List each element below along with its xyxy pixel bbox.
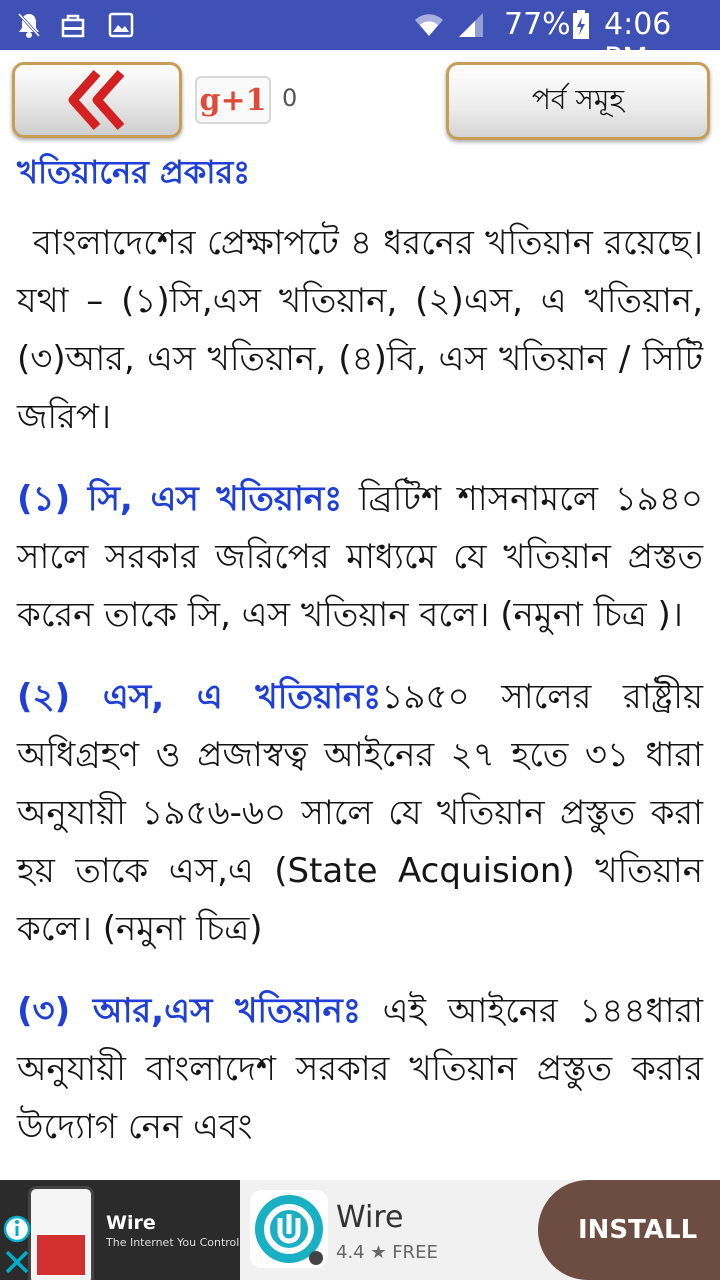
phone-mockup	[28, 1186, 94, 1280]
shopping-bag-icon	[58, 10, 88, 40]
section-body: ১৯৫০ সালের রাষ্ট্রীয় অধিগ্রহণ ও প্রজাস্বত্ব আইনের ২৭ হতে ৩১ ধারা অনুযায়ী ১৯৫৬-৬০ সালে যে খতিয়ান প্রস্তুত করা হয় তাকে এস,এ (State Acquision) খতিয়ান কলে। (নমুনা চিত্র)	[17, 677, 703, 949]
section-body: এই আইনের ১৪৪ধারা অনুযায়ী বাংলাদেশ সরকার খতিয়ান প্রস্তুত করার উদ্যোগ নেন এবং	[17, 991, 704, 1147]
ad-close-icon	[7, 1252, 27, 1272]
google-plus-icon: g+1	[199, 82, 267, 118]
notifications-muted-icon	[14, 10, 44, 40]
section-paragraph	[17, 982, 703, 1156]
wifi-icon	[414, 10, 444, 40]
ad-choices[interactable]	[2, 1214, 32, 1278]
install-button[interactable]: INSTALL	[538, 1180, 720, 1280]
ad-screenshot	[0, 1180, 240, 1280]
intro-paragraph: বাংলাদেশের প্রেক্ষাপটে ৪ ধরনের খতিয়ান রয়েছে। যথা – (১)সি,এস খতিয়ান, (২)এস, এ খতিয়ান, (৩)আর, এস খতিয়ান, (৪)বি, এস খতিয়ান / সিটি জরিপ।	[17, 223, 703, 437]
section-title: (৩) আর,এস খতিয়ানঃ	[17, 991, 361, 1031]
back-button[interactable]	[12, 62, 182, 138]
battery-percent: 77%	[504, 7, 571, 42]
ad-banner[interactable]	[0, 1180, 720, 1280]
section-title: (২) এস, এ খতিয়ানঃ	[17, 677, 382, 717]
image-icon	[106, 10, 136, 40]
clock: 4:06	[604, 7, 672, 42]
battery-charging-icon	[566, 10, 596, 40]
ad-screenshot-subtitle: The Internet You Control	[106, 1236, 240, 1249]
google-plus-one-button[interactable]	[195, 76, 271, 124]
section-paragraph	[17, 470, 703, 644]
signal-icon	[456, 10, 486, 40]
ad-rating: 4.4 ★ FREE	[336, 1242, 438, 1263]
plus-one-count: 0	[282, 84, 298, 112]
section-title: (১) সি, এস খতিয়ানঃ	[17, 479, 343, 519]
status-bar	[0, 0, 720, 50]
wire-app-icon	[250, 1190, 328, 1268]
section-paragraph	[17, 668, 703, 958]
article-content	[0, 150, 720, 1180]
ad-app-name: Wire	[336, 1200, 404, 1235]
section-body: ব্রিটিশ শাসনামলে ১৯৪০ সালে সরকার জরিপের মাধ্যমে যে খতিয়ান প্রস্তত করেন তাকে সি, এস খতিয়ান বলে। (নমুনা চিত্র )।	[17, 479, 703, 635]
article-heading: খতিয়ানের প্রকারঃ	[17, 153, 251, 191]
ad-screenshot-title: Wire	[106, 1212, 156, 1234]
ad-info-icon	[5, 1217, 29, 1241]
top-toolbar	[0, 50, 720, 150]
double-chevron-left-icon	[67, 69, 127, 131]
chapters-button[interactable]: পর্ব সমূহ	[446, 62, 710, 140]
